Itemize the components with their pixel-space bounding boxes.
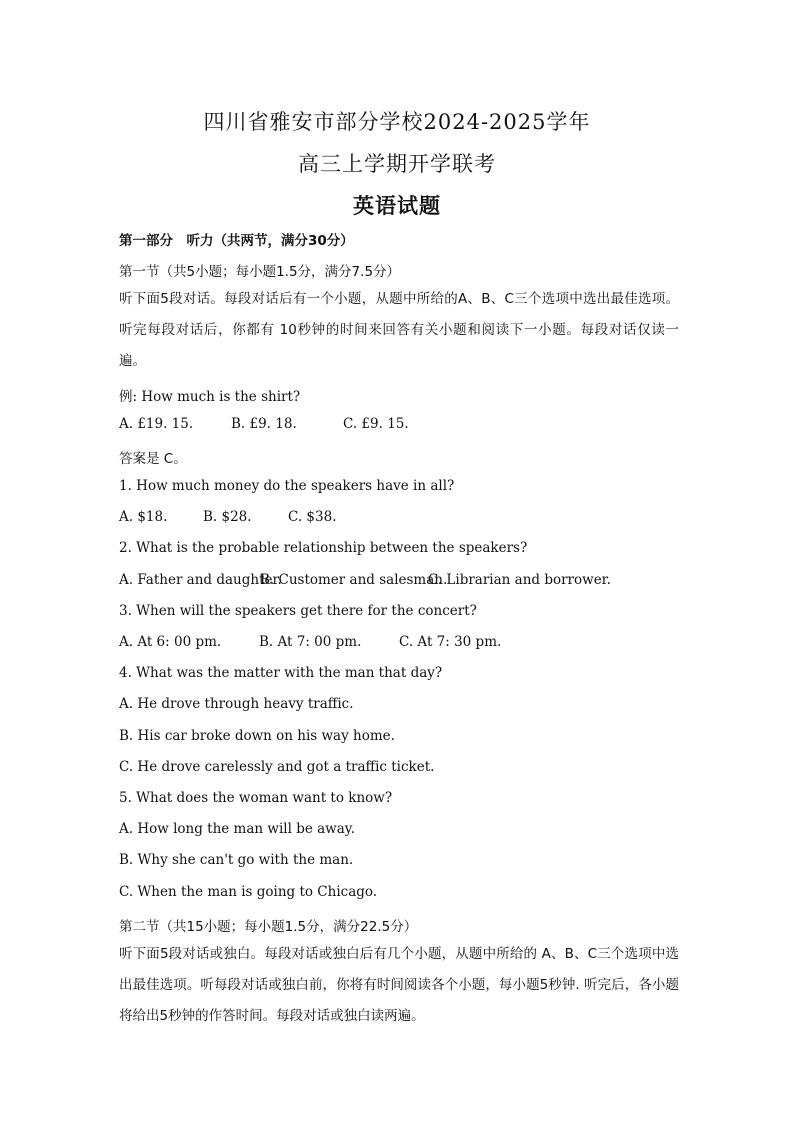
question-2: 2. What is the probable relationship between the speakers? [119, 540, 528, 556]
question-3: 3. When will the speakers get there for the concert? [119, 603, 477, 619]
question-5-option-c: C. When the man is going to Chicago. [119, 884, 378, 900]
question-2-option-b: B. Customer and salesman. [260, 572, 448, 588]
section2-instructions: 听下面5段对话或独白。每段对话或独白后有几个小题，从题中所给的 A、B、C三个选项中选出最佳选项。听每段对话或独白前，你将有时间阅读各个小题，每小题5秒钟. 听完后，各小题将给出5秒钟的作答时间。每段对话或独白读两遍。 [119, 946, 679, 1024]
question-5: 5. What does the woman want to know? [119, 790, 393, 806]
question-1-option-c: C. $38. [288, 509, 337, 525]
exam-title-line1: 四川省雅安市部分学校2024-2025学年 [203, 110, 591, 134]
section1-instructions: 听下面5段对话。每段对话后有一个小题，从题中所给的A、B、C三个选项中选出最佳选项。听完每段对话后，你都有 10秒钟的时间来回答有关小题和阅读下一小题。每段对话仅读一遍。 [119, 291, 679, 369]
question-2-option-c: C. Librarian and borrower. [428, 572, 611, 588]
question-5-option-a: A. How long the man will be away. [119, 821, 355, 837]
question-1-option-b: B. $28. [203, 509, 252, 525]
example-option-a: A. £19. 15. [119, 416, 194, 432]
question-3-option-b: B. At 7: 00 pm. [259, 634, 362, 650]
exam-title-line3: 英语试题 [353, 193, 441, 218]
exam-title-line2: 高三上学期开学联考 [298, 152, 496, 176]
question-4-option-a: A. He drove through heavy traffic. [119, 696, 354, 712]
question-3-option-a: A. At 6: 00 pm. [119, 634, 222, 650]
question-3-option-c: C. At 7: 30 pm. [399, 634, 502, 650]
question-5-option-b: B. Why she can't go with the man. [119, 852, 354, 868]
question-2-option-a: A. Father and daughter. [119, 572, 282, 588]
example-option-c: C. £9. 15. [343, 416, 409, 432]
example-option-b: B. £9. 18. [231, 416, 297, 432]
section1-heading: 第一节（共5小题；每小题1.5分，满分7.5分） [119, 264, 401, 280]
section2-heading: 第二节（共15小题；每小题1.5分，满分22.5分） [119, 919, 418, 935]
question-4-option-b: B. His car broke down on his way home. [119, 728, 395, 744]
example-question: 例: How much is the shirt? [119, 389, 301, 405]
question-4-option-c: C. He drove carelessly and got a traffic ticket. [119, 759, 435, 775]
question-1: 1. How much money do the speakers have in all? [119, 478, 455, 494]
question-4: 4. What was the matter with the man that day? [119, 665, 443, 681]
question-1-option-a: A. $18. [119, 509, 168, 525]
part1-heading: 第一部分 听力（共两节，满分30分） [119, 233, 354, 249]
example-answer: 答案是 C。 [119, 451, 187, 467]
